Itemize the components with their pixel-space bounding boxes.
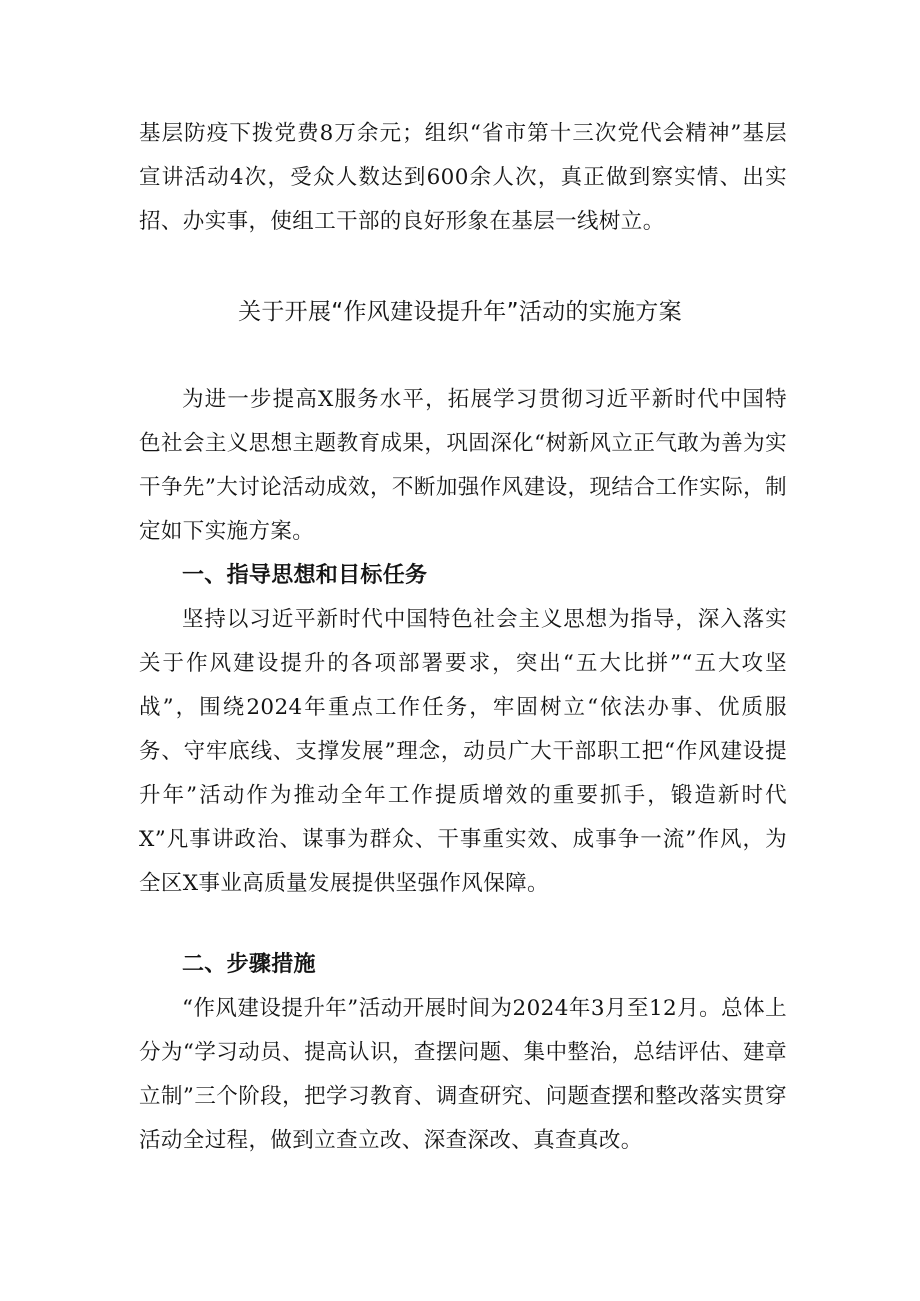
opening-paragraph: 为进一步提高X服务水平，拓展学习贯彻习近平新时代中国特色社会主义思想主题教育成果，巩固深化“树新风立正气敢为善为实干争先”大讨论活动成效，不断加强作风建设，现结合工作实际，制定如下实施方案。 (139, 387, 787, 544)
intro-paragraph: 基层防疫下拨党费8万余元；组织“省市第十三次党代会精神”基层宣讲活动4次，受众人数达到600余人次，真正做到察实情、出实招、办实事，使组工干部的良好形象在基层一线树立。 (139, 121, 787, 234)
section1-body: 坚持以习近平新时代中国特色社会主义思想为指导，深入落实关于作风建设提升的各项部署要求，突出“五大比拼”“五大攻坚战”，围绕2024年重点工作任务，牢固树立“依法办事、优质服务、守牢底线、支撑发展”理念，动员广大干部职工把“作风建设提升年”活动作为推动全年工作提质增效的重要抓手，锻造新时代X”凡事讲政治、谋事为群众、干事重实效、成事争一流”作风，为全区X事业高质量发展提供坚强作风保障。 (139, 607, 787, 896)
section1-heading: 一、指导思想和目标任务 (182, 563, 428, 588)
section2-heading: 二、步骤措施 (182, 952, 316, 977)
document-title: 关于开展“作风建设提升年”活动的实施方案 (238, 299, 682, 325)
section2-body: “作风建设提升年”活动开展时间为2024年3月至12月。总体上分为“学习动员、提高认识，查摆问题、集中整治，总结评估、建章立制”三个阶段，把学习教育、调查研究、问题查摆和整改落实贯穿活动全过程，做到立查立改、深查深改、真查真改。 (139, 996, 787, 1153)
